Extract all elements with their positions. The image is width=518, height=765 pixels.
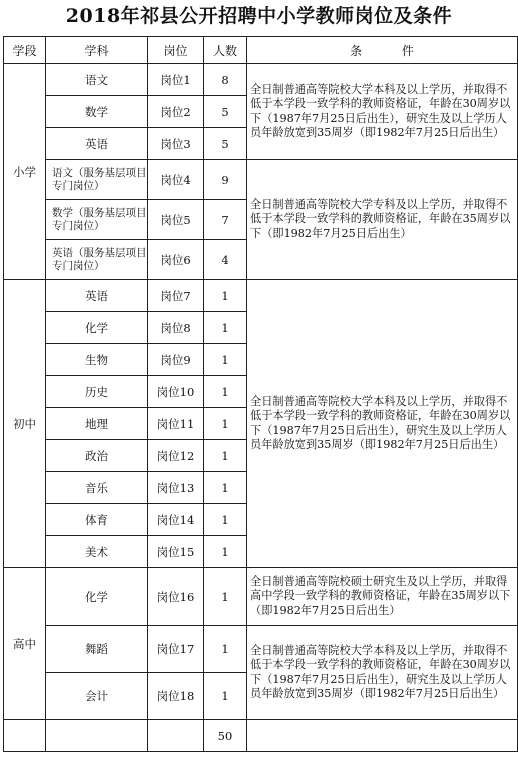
total-condition-empty (247, 720, 518, 752)
subject-cell: 英语 (46, 128, 148, 160)
count-cell: 1 (204, 280, 247, 312)
post-cell: 岗位14 (148, 504, 204, 536)
condition-cell-junior: 全日制普通高等院校大学本科及以上学历，并取得不低于本学段一致学科的教师资格证，年龄在30周岁以下（1987年7月25日后出生），研究生及以上学历人员年龄放宽到35周岁（即1982年7月25日后出生） (247, 280, 518, 568)
subject-cell: 政治 (46, 440, 148, 472)
subject-cell: 生物 (46, 344, 148, 376)
count-cell: 1 (204, 472, 247, 504)
subject-cell: 体育 (46, 504, 148, 536)
stage-cell-junior: 初中 (4, 280, 46, 568)
stage-cell-primary: 小学 (4, 64, 46, 280)
condition-cell-senior-a: 全日制普通高等院校硕士研究生及以上学历，并取得高中学段一致学科的教师资格证，年龄在35周岁以下（即1982年7月25日后出生） (247, 568, 518, 626)
count-cell: 4 (204, 240, 247, 280)
subject-cell: 数学 (46, 96, 148, 128)
table-row (4, 626, 518, 673)
stage-cell-senior: 高中 (4, 568, 46, 720)
post-cell: 岗位17 (148, 626, 204, 673)
page-title: 2018年祁县公开招聘中小学教师岗位及条件 (65, 5, 453, 27)
total-count: 50 (204, 720, 247, 752)
subject-cell: 化学 (46, 568, 148, 626)
post-cell: 岗位4 (148, 160, 204, 200)
count-cell: 9 (204, 160, 247, 200)
table-row (4, 280, 518, 312)
table-header-row (4, 37, 518, 64)
total-stage-empty (4, 720, 46, 752)
subject-cell: 化学 (46, 312, 148, 344)
count-cell: 1 (204, 312, 247, 344)
subject-cell: 历史 (46, 376, 148, 408)
post-cell: 岗位5 (148, 200, 204, 240)
table-row (4, 568, 518, 626)
count-cell: 5 (204, 96, 247, 128)
header-condition: 条 件 (247, 37, 518, 64)
post-cell: 岗位10 (148, 376, 204, 408)
header-post: 岗位 (148, 37, 204, 64)
post-cell: 岗位1 (148, 64, 204, 96)
header-count: 人数 (204, 37, 247, 64)
recruitment-table (3, 36, 518, 752)
count-cell: 1 (204, 568, 247, 626)
total-subject-empty (46, 720, 148, 752)
post-cell: 岗位6 (148, 240, 204, 280)
post-cell: 岗位8 (148, 312, 204, 344)
subject-cell: 英语 (46, 280, 148, 312)
count-cell: 1 (204, 376, 247, 408)
condition-cell-primary-b: 全日制普通高等院校大学专科及以上学历，并取得不低于本学段一致学科的教师资格证，年龄在35周岁以下（即1982年7月25日后出生） (247, 160, 518, 280)
count-cell: 5 (204, 128, 247, 160)
total-row (4, 720, 518, 752)
subject-cell: 数学（服务基层项目专门岗位） (46, 200, 148, 240)
subject-cell: 语文（服务基层项目专门岗位） (46, 160, 148, 200)
count-cell: 1 (204, 626, 247, 673)
post-cell: 岗位15 (148, 536, 204, 568)
subject-cell: 语文 (46, 64, 148, 96)
count-cell: 7 (204, 200, 247, 240)
subject-cell: 会计 (46, 673, 148, 720)
table-row (4, 160, 518, 200)
post-cell: 岗位11 (148, 408, 204, 440)
post-cell: 岗位7 (148, 280, 204, 312)
post-cell: 岗位16 (148, 568, 204, 626)
subject-cell: 美术 (46, 536, 148, 568)
count-cell: 8 (204, 64, 247, 96)
header-stage: 学段 (4, 37, 46, 64)
subject-cell: 英语（服务基层项目专门岗位） (46, 240, 148, 280)
subject-cell: 音乐 (46, 472, 148, 504)
subject-cell: 舞蹈 (46, 626, 148, 673)
post-cell: 岗位3 (148, 128, 204, 160)
subject-cell: 地理 (46, 408, 148, 440)
count-cell: 1 (204, 440, 247, 472)
post-cell: 岗位2 (148, 96, 204, 128)
count-cell: 1 (204, 504, 247, 536)
condition-cell-senior-b: 全日制普通高等院校大学本科及以上学历，并取得不低于本学段一致学科的教师资格证，年龄在30周岁以下（1987年7月25日后出生），研究生及以上学历人员年龄放宽到35周岁（即1982年7月25日后出生） (247, 626, 518, 720)
post-cell: 岗位13 (148, 472, 204, 504)
post-cell: 岗位12 (148, 440, 204, 472)
post-cell: 岗位9 (148, 344, 204, 376)
count-cell: 1 (204, 344, 247, 376)
post-cell: 岗位18 (148, 673, 204, 720)
count-cell: 1 (204, 536, 247, 568)
condition-cell-primary-a: 全日制普通高等院校大学本科及以上学历，并取得不低于本学段一致学科的教师资格证，年龄在30周岁以下（1987年7月25日后出生），研究生及以上学历人员年龄放宽到35周岁（即1982年7月25日后出生） (247, 64, 518, 160)
header-subject: 学科 (46, 37, 148, 64)
count-cell: 1 (204, 673, 247, 720)
total-post-empty (148, 720, 204, 752)
table-row (4, 64, 518, 96)
count-cell: 1 (204, 408, 247, 440)
